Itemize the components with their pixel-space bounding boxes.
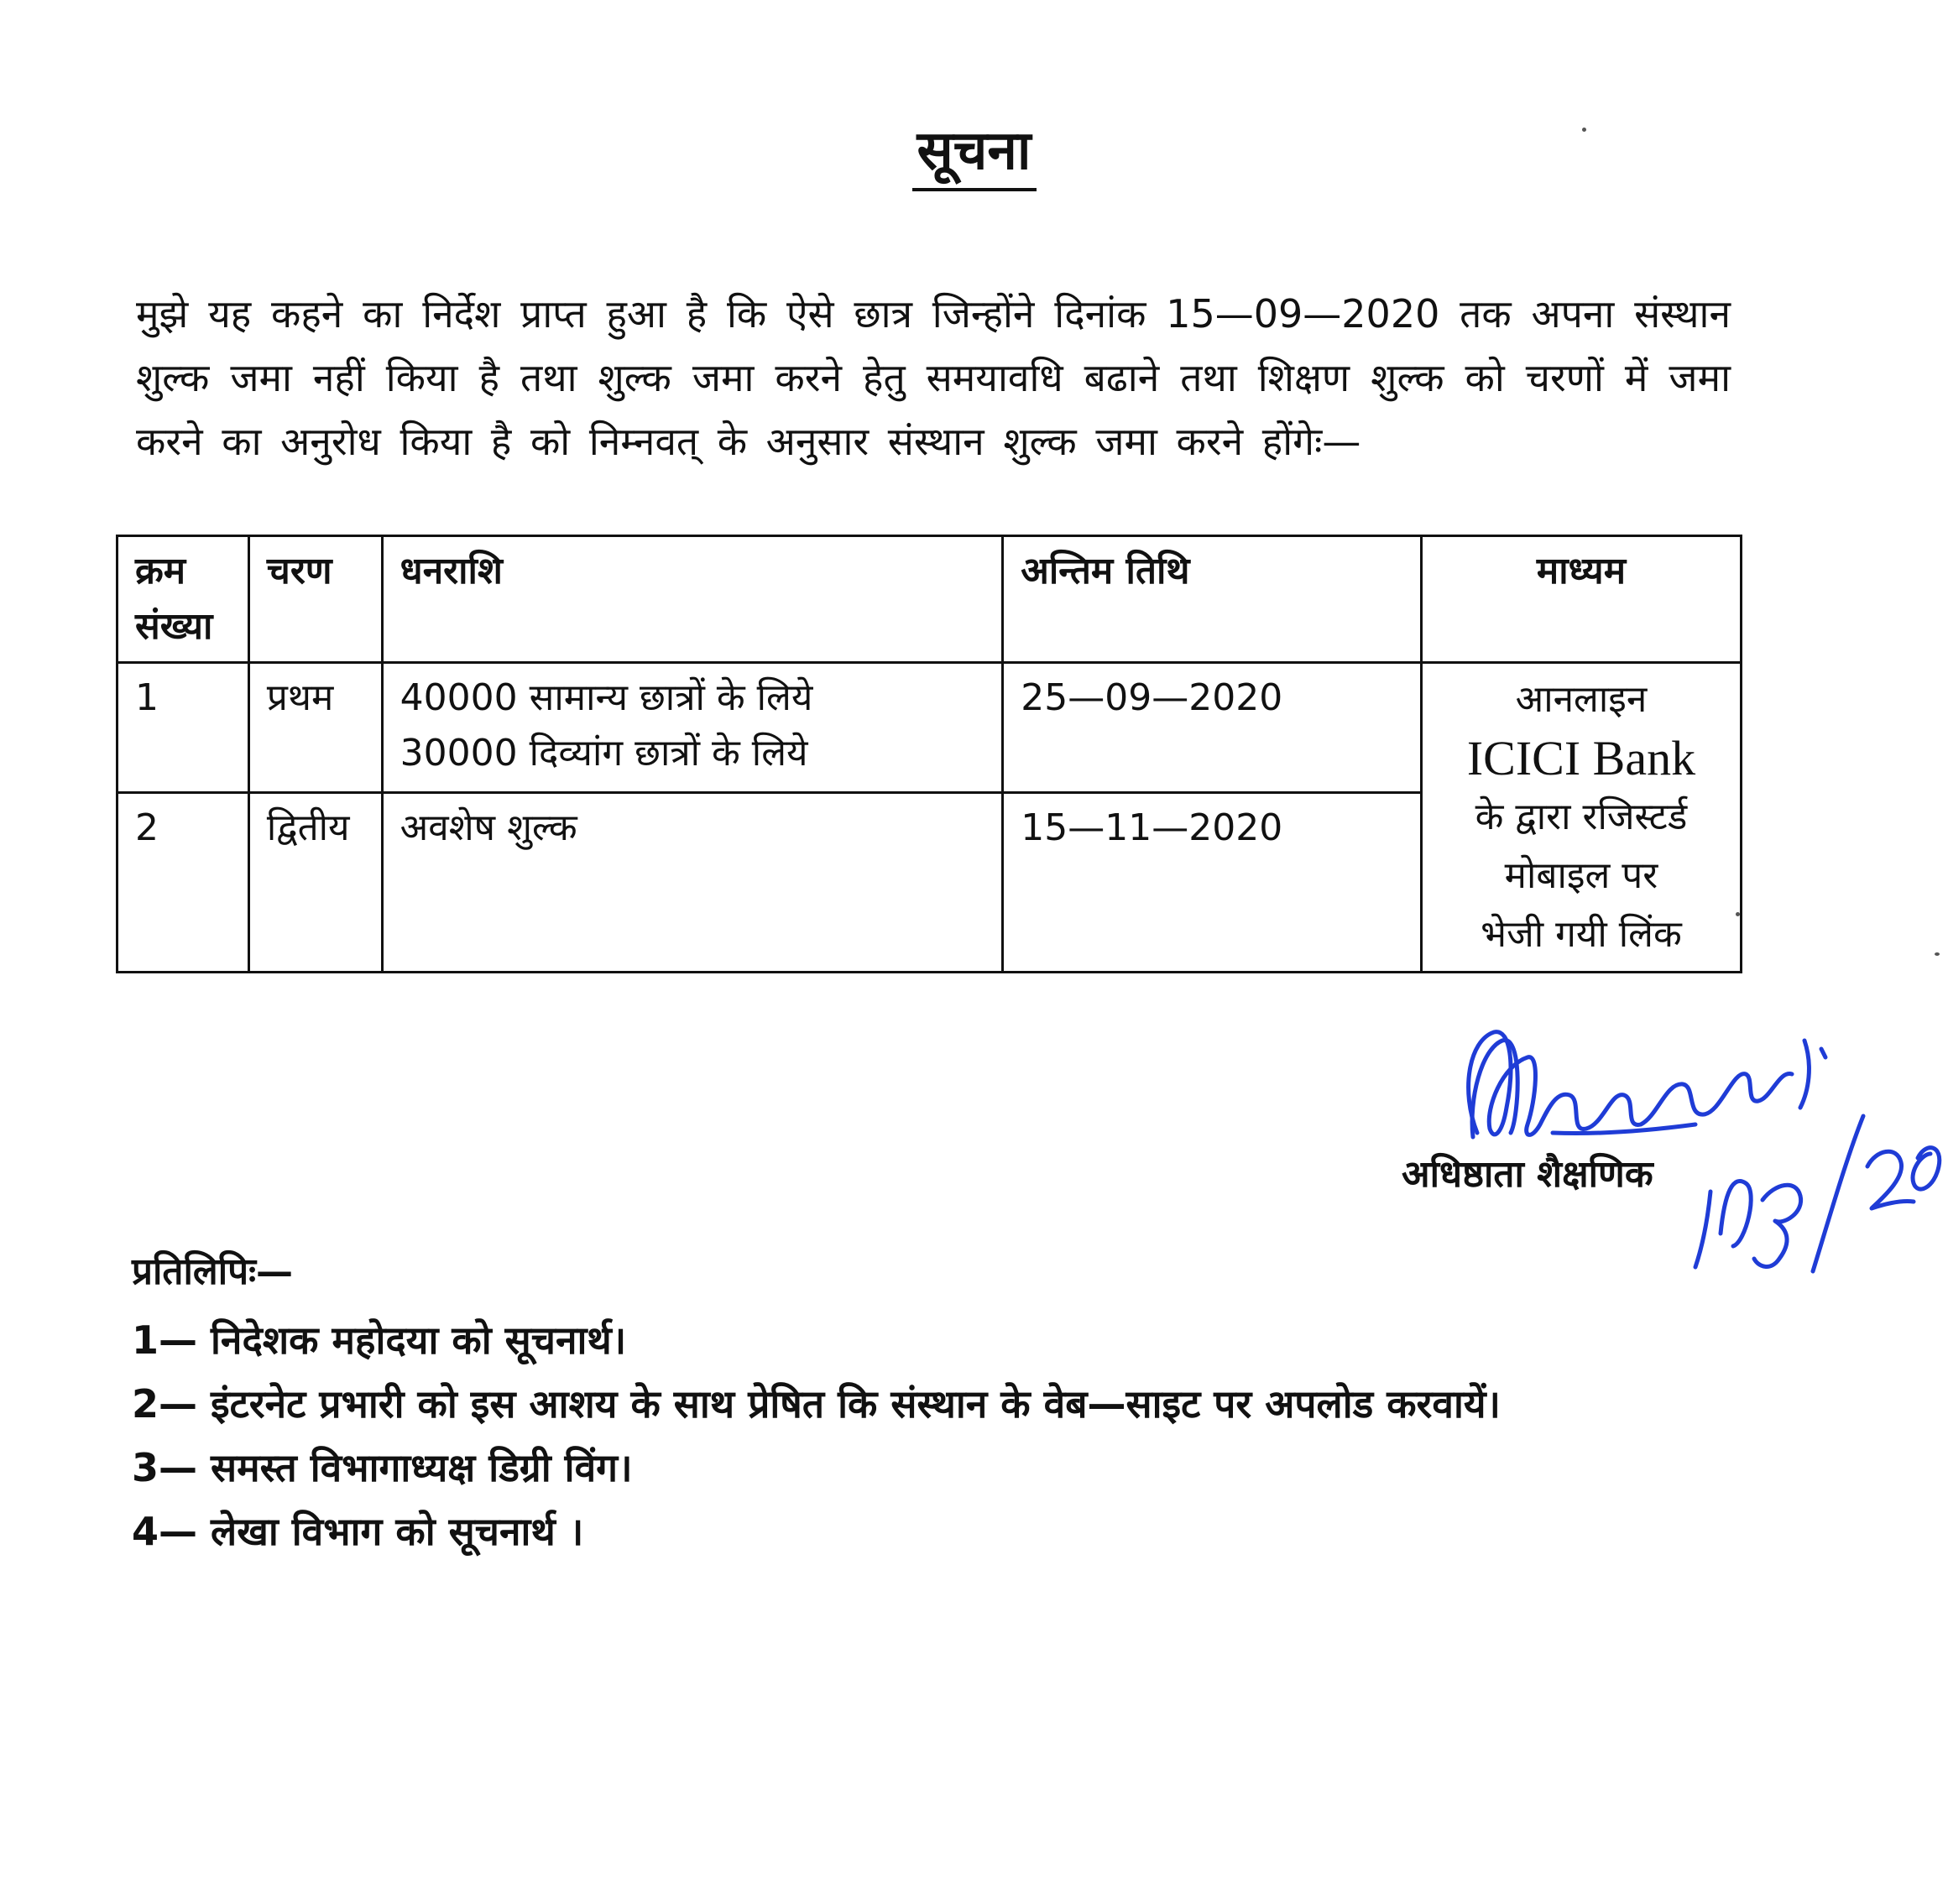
medium-bank: ICICI Bank xyxy=(1466,731,1696,785)
copy-to-heading: प्रतिलिपिः— xyxy=(132,1250,294,1293)
scan-speck xyxy=(1935,952,1940,956)
notice-title-text: सूचना xyxy=(912,117,1037,191)
row-phase: द्वितीय xyxy=(248,792,382,972)
list-item: 1— निदेशक महोदया को सूचनार्थ। xyxy=(132,1317,627,1363)
header-last-date: अन्तिम तिथि xyxy=(1003,536,1422,663)
list-item: 2— इंटरनेट प्रभारी को इस आशय के साथ प्रेषित कि संस्थान के वेब—साइट पर अपलोड करवायें। xyxy=(132,1381,1501,1427)
medium-mobile: मोबाइल पर xyxy=(1504,854,1658,897)
row-serial: 1 xyxy=(118,663,249,793)
table-row xyxy=(118,663,1742,793)
signatory-designation: अधिष्ठाता शैक्षणिक xyxy=(1402,1153,1653,1196)
row-serial: 2 xyxy=(118,792,249,972)
list-item: 3— समस्त विभागाध्यक्ष डिग्री विंग। xyxy=(132,1445,633,1490)
amount-balance: अवशेष शुल्क xyxy=(400,806,577,849)
header-serial: क्रम संख्या xyxy=(118,536,249,663)
header-amount: धनराशि xyxy=(382,536,1003,663)
row-last-date: 15—11—2020 xyxy=(1003,792,1422,972)
notice-body: मुझे यह कहने का निर्देश प्राप्त हुआ है कि ऐसे छात्र जिन्होंने दिनांक 15—09—2020 तक अपना संस्थान शुल्क जमा नहीं किया है तथा शुल्क जमा करने हेतु समयावधि बढाने तथा शिक्षण शुल्क को चरणों में जमा करने का अनुरोध किया है को निम्नवत् के अनुसार संस्थान शुल्क जमा करने होंगेः— xyxy=(136,291,1731,464)
copy-to-list xyxy=(132,1309,1659,1564)
header-phase: चरण xyxy=(248,536,382,663)
scan-speck xyxy=(1736,912,1740,916)
amount-divyang: 30000 दिव्यांग छात्रों के लिये xyxy=(400,732,808,775)
fee-schedule-table xyxy=(116,535,1742,973)
scan-speck xyxy=(1582,128,1586,132)
payment-medium-cell xyxy=(1421,663,1741,973)
notice-title xyxy=(0,117,1948,191)
medium-online: आनलाइन xyxy=(1515,678,1648,721)
list-item: 4— लेखा विभाग को सूचनार्थ । xyxy=(132,1509,584,1554)
medium-link: भेजी गयी लिंक xyxy=(1481,913,1682,956)
row-amount xyxy=(382,663,1003,793)
medium-registered: के द्वारा रजिस्टर्ड xyxy=(1475,796,1688,838)
row-amount xyxy=(382,792,1003,972)
row-phase: प्रथम xyxy=(248,663,382,793)
header-medium: माध्यम xyxy=(1421,536,1741,663)
row-last-date: 25—09—2020 xyxy=(1003,663,1422,793)
table-header-row xyxy=(118,536,1742,663)
amount-general: 40000 सामान्य छात्रों के लिये xyxy=(400,676,813,719)
